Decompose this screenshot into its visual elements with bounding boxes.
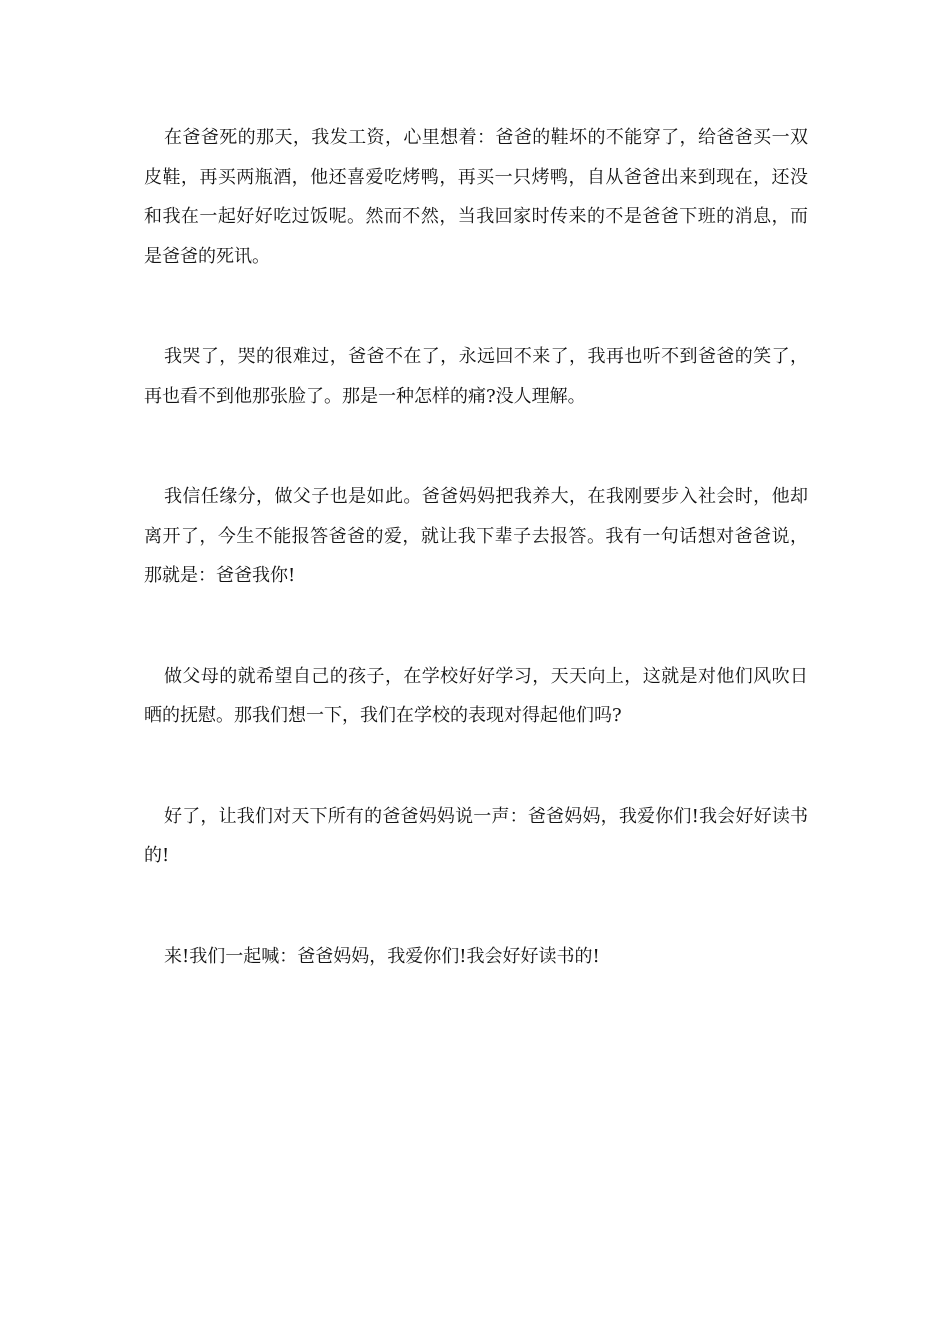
document-body (144, 118, 808, 976)
paragraph-4: 做父母的就希望自己的孩子，在学校好好学习，天天向上，这就是对他们风吹日晒的抚慰。那我们想一下，我们在学校的表现对得起他们吗? (144, 665, 808, 726)
paragraph-5: 好了，让我们对天下所有的爸爸妈妈说一声：爸爸妈妈，我爱你们!我会好好读书的! (144, 805, 808, 866)
paragraph-2: 我哭了，哭的很难过，爸爸不在了，永远回不来了，我再也听不到爸爸的笑了，再也看不到他那张脸了。那是一种怎样的痛?没人理解。 (144, 346, 808, 407)
paragraph-3: 我信任缘分，做父子也是如此。爸爸妈妈把我养大，在我刚要步入社会时，他却离开了，今生不能报答爸爸的爱，就让我下辈子去报答。我有一句话想对爸爸说，那就是：爸爸我你! (144, 486, 808, 586)
paragraph-6: 来!我们一起喊：爸爸妈妈，我爱你们!我会好好读书的! (164, 945, 600, 967)
paragraph-1: 在爸爸死的那天，我发工资，心里想着：爸爸的鞋坏的不能穿了，给爸爸买一双皮鞋，再买两瓶酒，他还喜爱吃烤鸭，再买一只烤鸭，自从爸爸出来到现在，还没和我在一起好好吃过饭呢。然而不然，当我回家时传来的不是爸爸下班的消息，而是爸爸的死讯。 (144, 127, 808, 267)
